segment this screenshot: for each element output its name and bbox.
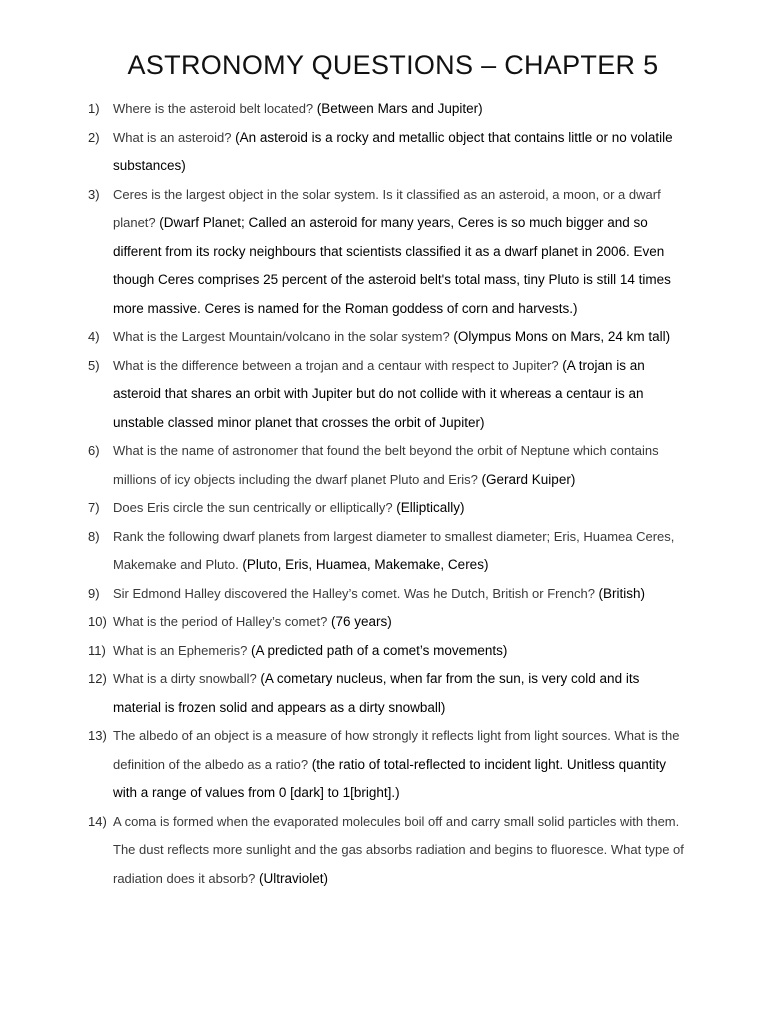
question-answer: (Olympus Mons on Mars, 24 km tall) bbox=[453, 329, 671, 344]
question-number: 12) bbox=[88, 671, 107, 686]
question-body bbox=[113, 580, 688, 609]
question-body bbox=[113, 124, 688, 181]
question-answer: (A predicted path of a comet’s movements) bbox=[251, 642, 508, 658]
question-answer: (Ultraviolet) bbox=[258, 870, 328, 886]
question-answer: (A cometary nucleus, when far from the sun, is very cold and its material is frozen solid and appears as a dirty snowball) bbox=[113, 671, 640, 715]
question-body bbox=[113, 95, 688, 124]
question-body bbox=[113, 808, 688, 894]
question-body bbox=[113, 437, 688, 494]
question-text: Where is the asteroid belt located? bbox=[113, 101, 317, 116]
question-number: 11) bbox=[88, 642, 106, 658]
question-number: 7) bbox=[88, 500, 100, 515]
question-number: 8) bbox=[88, 528, 100, 544]
question-text: Ceres is the largest object in the solar system. Is it classified as an asteroid, a moon, or a dwarf planet? bbox=[113, 186, 661, 230]
question-text: Does Eris circle the sun centrically or elliptically? bbox=[113, 500, 397, 515]
question-answer: (A trojan is an asteroid that shares an orbit with Jupiter but do not collide with it whereas a centaur is an unstable classed minor planet that crosses the orbit of Jupiter) bbox=[113, 357, 645, 430]
question-text: The albedo of an object is a measure of how strongly it reflects light from light sources. What is the definition of the albedo as a ratio? bbox=[113, 728, 680, 772]
question-number: 10) bbox=[88, 614, 107, 629]
question-body bbox=[113, 352, 688, 438]
question-number: 4) bbox=[88, 329, 100, 344]
question-number: 9) bbox=[88, 585, 100, 601]
question-number: 2) bbox=[88, 129, 100, 145]
question-body bbox=[113, 637, 688, 666]
question-item bbox=[88, 637, 688, 666]
question-body bbox=[113, 181, 688, 324]
question-number: 13) bbox=[88, 728, 107, 743]
question-body bbox=[113, 722, 688, 808]
question-item bbox=[88, 437, 688, 494]
question-item bbox=[88, 124, 688, 181]
question-text: What is the difference between a trojan and a centaur with respect to Jupiter? bbox=[113, 357, 563, 373]
question-item bbox=[88, 665, 688, 722]
question-answer: (Between Mars and Jupiter) bbox=[316, 101, 483, 116]
question-text: What is the Largest Mountain/volcano in the solar system? bbox=[113, 329, 454, 344]
question-body bbox=[113, 665, 688, 722]
question-number: 6) bbox=[88, 443, 100, 458]
question-item bbox=[88, 323, 688, 352]
question-item bbox=[88, 722, 688, 808]
question-body bbox=[113, 608, 688, 637]
question-item bbox=[88, 523, 688, 580]
question-body bbox=[113, 323, 688, 352]
question-answer: (Elliptically) bbox=[396, 500, 465, 515]
question-text: Sir Edmond Halley discovered the Halley’s comet. Was he Dutch, British or French? bbox=[113, 585, 599, 601]
document-title: ASTRONOMY QUESTIONS – CHAPTER 5 bbox=[127, 50, 659, 80]
question-answer: (Dwarf Planet; Called an asteroid for many years, Ceres is so much bigger and so different from its rocky neighbours that scientists classified it as a dwarf planet in 2006. Even though Ceres comprises 25 percent of the asteroid belt's total mass, tiny Pluto is still 14 times more massive. Ceres is named for the Roman goddess of corn and harvests.) bbox=[113, 215, 671, 316]
question-text: What is the period of Halley’s comet? bbox=[113, 614, 331, 629]
question-text: What is a dirty snowball? bbox=[113, 671, 261, 686]
question-text: What is an Ephemeris? bbox=[113, 642, 252, 658]
question-item bbox=[88, 95, 688, 124]
question-number: 14) bbox=[88, 813, 107, 829]
question-text: What is an asteroid? bbox=[113, 129, 236, 145]
question-item bbox=[88, 494, 688, 523]
question-number: 1) bbox=[88, 101, 100, 116]
question-item bbox=[88, 808, 688, 894]
question-body bbox=[113, 494, 688, 523]
question-answer: (An asteroid is a rocky and metallic object that contains little or no volatile substances) bbox=[113, 129, 673, 173]
question-answer: (Gerard Kuiper) bbox=[481, 471, 576, 487]
question-answer: (the ratio of total-reflected to incident light. Unitless quantity with a range of values from 0 [dark] to 1[bright].) bbox=[113, 756, 666, 800]
question-item bbox=[88, 608, 688, 637]
question-number: 5) bbox=[88, 357, 100, 373]
question-body bbox=[113, 523, 688, 580]
question-text: A coma is formed when the evaporated molecules boil off and carry small solid particles with them. The dust reflects more sunlight and the gas absorbs radiation and begins to fluoresce. What type of radiation does it absorb? bbox=[113, 813, 684, 886]
question-text: What is the name of astronomer that found the belt beyond the orbit of Neptune which contains millions of icy objects including the dwarf planet Pluto and Eris? bbox=[113, 443, 659, 487]
question-number: 3) bbox=[88, 186, 100, 202]
question-list bbox=[88, 95, 688, 893]
question-answer: (British) bbox=[598, 585, 646, 601]
question-answer: (Pluto, Eris, Huamea, Makemake, Ceres) bbox=[242, 557, 489, 572]
question-text: Rank the following dwarf planets from largest diameter to smallest diameter; Eris, Huamea Ceres, Makemake and Pluto. bbox=[113, 528, 675, 572]
question-answer: (76 years) bbox=[330, 614, 392, 629]
question-item bbox=[88, 181, 688, 324]
question-item bbox=[88, 580, 688, 609]
question-item bbox=[88, 352, 688, 438]
